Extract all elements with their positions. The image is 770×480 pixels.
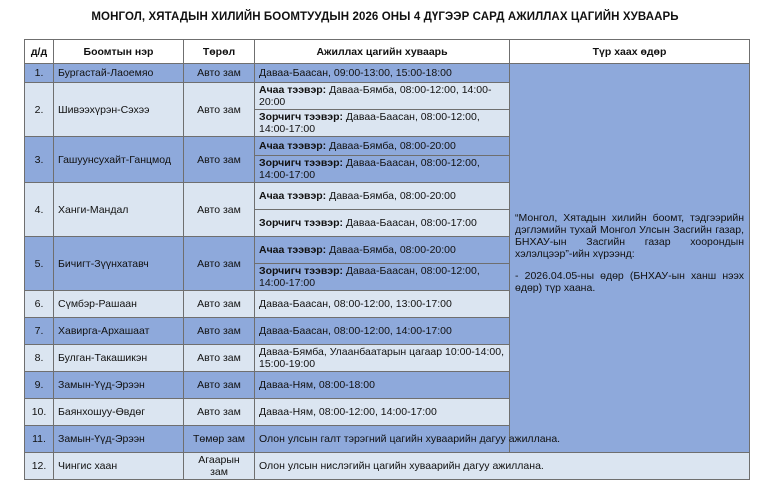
cargo-hours: Даваа-Бямба, 08:00-12:00, 14:00-20:00	[259, 84, 492, 108]
row-type: Авто зам	[184, 137, 255, 183]
row-num: 8.	[25, 345, 54, 372]
table-row	[25, 64, 750, 83]
row-num: 1.	[25, 64, 54, 83]
row-name: Булган-Такашикэн	[54, 345, 184, 372]
passenger-label: Зорчигч тээвэр:	[259, 217, 343, 229]
note-paragraph-1: “Монгол, Хятадын хилийн боомт, тэдгээрийн дэглэмийн тухай Монгол Улсын Засгийн газар, БНХАУ-ын Засгийн газар хоорондын хэлэлцээр”-ийн хүрээнд:	[515, 212, 744, 260]
header-schedule: Ажиллах цагийн хуваарь	[255, 40, 510, 64]
schedule-table	[24, 39, 750, 480]
row-name: Замын-Үүд-Эрээн	[54, 426, 184, 453]
header-closed: Түр хаах өдөр	[510, 40, 750, 64]
row-schedule: Даваа-Ням, 08:00-18:00	[255, 372, 510, 399]
row-cargo-schedule	[255, 237, 510, 264]
row-name: Ханги-Мандал	[54, 183, 184, 237]
row-num: 4.	[25, 183, 54, 237]
row-num: 10.	[25, 399, 54, 426]
row-schedule: Олон улсын нислэгийн цагийн хуваарийн дагуу ажиллана.	[255, 453, 750, 480]
row-name: Бургастай-Лаоемяо	[54, 64, 184, 83]
row-name: Сүмбэр-Рашаан	[54, 291, 184, 318]
page-title: МОНГОЛ, ХЯТАДЫН ХИЛИЙН БООМТУУДЫН 2026 ОНЫ 4 ДҮГЭЭР САРД АЖИЛЛАХ ЦАГИЙН ХУВААРЬ	[91, 11, 679, 23]
cargo-hours: Даваа-Бямба, 08:00-20:00	[326, 140, 456, 152]
row-type: Агаарын зам	[184, 453, 255, 480]
row-name: Хавирга-Архашаат	[54, 318, 184, 345]
row-passenger-schedule	[255, 110, 510, 137]
row-name: Чингис хаан	[54, 453, 184, 480]
passenger-label: Зорчигч тээвэр:	[259, 265, 343, 277]
row-num: 9.	[25, 372, 54, 399]
row-num: 7.	[25, 318, 54, 345]
row-passenger-schedule	[255, 210, 510, 237]
passenger-label: Зорчигч тээвэр:	[259, 157, 343, 169]
row-cargo-schedule	[255, 183, 510, 210]
table-header-row	[25, 40, 750, 64]
row-type: Авто зам	[184, 372, 255, 399]
row-num: 6.	[25, 291, 54, 318]
passenger-label: Зорчигч тээвэр:	[259, 111, 343, 123]
row-name: Баянхошуу-Өвдөг	[54, 399, 184, 426]
cargo-label: Ачаа тээвэр:	[259, 244, 327, 256]
row-type: Авто зам	[184, 183, 255, 237]
row-type: Авто зам	[184, 64, 255, 83]
cargo-label: Ачаа тээвэр:	[259, 84, 327, 96]
row-schedule: Даваа-Бямба, Улаанбаатарын цагаар 10:00-14:00, 15:00-19:00	[255, 345, 510, 372]
note-paragraph-2: - 2026.04.05-ны өдөр (БНХАУ-ын ханш нээх өдөр) түр хаана.	[515, 270, 744, 294]
row-passenger-schedule	[255, 264, 510, 291]
header-name: Боомтын нэр	[54, 40, 184, 64]
row-num: 3.	[25, 137, 54, 183]
row-cargo-schedule	[255, 137, 510, 156]
row-num: 12.	[25, 453, 54, 480]
row-schedule: Даваа-Баасан, 09:00-13:00, 15:00-18:00	[255, 64, 510, 83]
row-name: Гашуунсухайт-Ганцмод	[54, 137, 184, 183]
row-type: Авто зам	[184, 399, 255, 426]
closure-note	[510, 64, 750, 453]
row-passenger-schedule	[255, 156, 510, 183]
row-num: 5.	[25, 237, 54, 291]
row-cargo-schedule	[255, 83, 510, 110]
row-name: Бичигт-Зүүнхатавч	[54, 237, 184, 291]
row-type: Төмөр зам	[184, 426, 255, 453]
passenger-hours: Даваа-Баасан, 08:00-12:00, 14:00-17:00	[259, 265, 480, 289]
row-schedule: Олон улсын галт тэрэгний цагийн хуваарийн дагуу ажиллана.	[255, 426, 750, 453]
row-type: Авто зам	[184, 291, 255, 318]
table-row	[25, 453, 750, 480]
row-type: Авто зам	[184, 318, 255, 345]
header-type: Төрөл	[184, 40, 255, 64]
cargo-label: Ачаа тээвэр:	[259, 140, 327, 152]
passenger-hours: Даваа-Баасан, 08:00-17:00	[343, 217, 477, 229]
cargo-label: Ачаа тээвэр:	[259, 190, 327, 202]
table-row	[25, 426, 750, 453]
row-schedule: Даваа-Ням, 08:00-12:00, 14:00-17:00	[255, 399, 510, 426]
cargo-hours: Даваа-Бямба, 08:00-20:00	[326, 244, 456, 256]
passenger-hours: Даваа-Баасан, 08:00-12:00, 14:00-17:00	[259, 157, 480, 181]
row-num: 2.	[25, 83, 54, 137]
row-schedule: Даваа-Баасан, 08:00-12:00, 13:00-17:00	[255, 291, 510, 318]
row-name: Замын-Үүд-Эрээн	[54, 372, 184, 399]
row-type: Авто зам	[184, 237, 255, 291]
cargo-hours: Даваа-Бямба, 08:00-20:00	[326, 190, 456, 202]
row-type: Авто зам	[184, 345, 255, 372]
row-type: Авто зам	[184, 83, 255, 137]
header-num: д/д	[25, 40, 54, 64]
row-schedule: Даваа-Баасан, 08:00-12:00, 14:00-17:00	[255, 318, 510, 345]
row-num: 11.	[25, 426, 54, 453]
passenger-hours: Даваа-Баасан, 08:00-12:00, 14:00-17:00	[259, 111, 480, 135]
row-name: Шивээхүрэн-Сэхээ	[54, 83, 184, 137]
